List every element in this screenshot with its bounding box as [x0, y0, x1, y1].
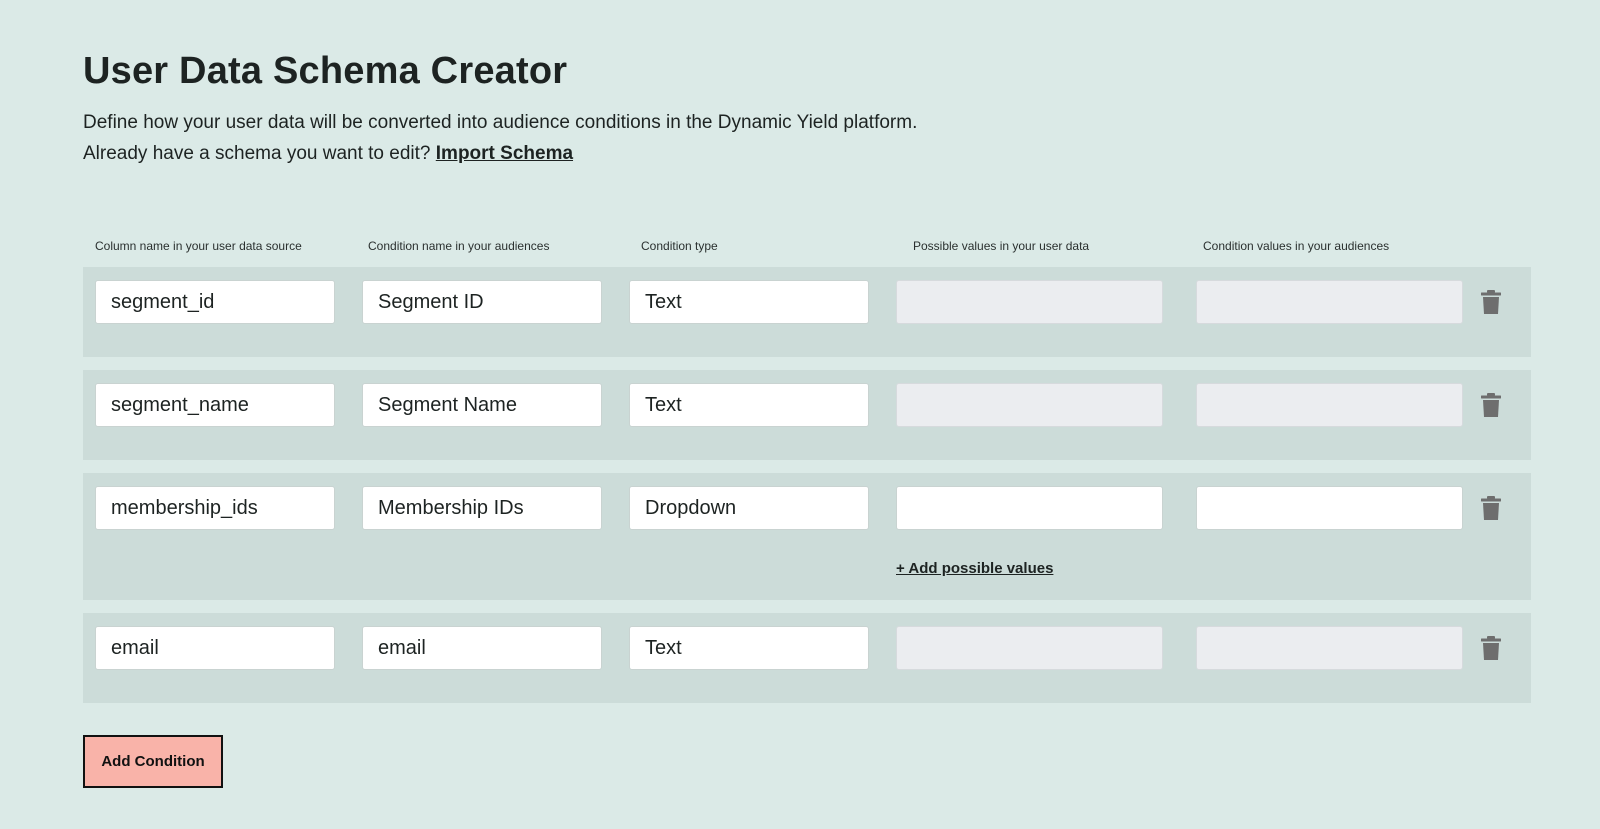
condition-values-input[interactable] [1196, 486, 1463, 530]
condition-row [83, 473, 1531, 600]
column-name-input[interactable]: email [95, 626, 335, 670]
condition-type-select[interactable]: Dropdown [629, 486, 869, 530]
column-header-possible-values: Possible values in your user data [913, 239, 1090, 253]
condition-name-input[interactable]: email [362, 626, 602, 670]
import-line [83, 138, 917, 169]
trash-icon[interactable] [1480, 393, 1502, 417]
condition-name-input[interactable]: Segment ID [362, 280, 602, 324]
column-name-input[interactable]: segment_id [95, 280, 335, 324]
intro-text [83, 107, 917, 169]
import-prompt: Already have a schema you want to edit? [83, 143, 431, 164]
column-header-source: Column name in your user data source [95, 239, 302, 253]
condition-row [83, 370, 1531, 460]
column-header-condition-type: Condition type [641, 239, 718, 253]
condition-name-input[interactable]: Segment Name [362, 383, 602, 427]
condition-type-select[interactable]: Text [629, 280, 869, 324]
condition-row [83, 613, 1531, 703]
description: Define how your user data will be converted into audience conditions in the Dynamic Yield platform. [83, 112, 918, 133]
condition-values-input [1196, 626, 1463, 670]
add-possible-values-link[interactable]: + Add possible values [896, 560, 1054, 577]
add-condition-button[interactable]: Add Condition [83, 735, 223, 788]
condition-values-input [1196, 383, 1463, 427]
possible-values-input[interactable] [896, 486, 1163, 530]
condition-values-input [1196, 280, 1463, 324]
import-schema-link[interactable]: Import Schema [435, 143, 574, 164]
trash-icon[interactable] [1480, 290, 1502, 314]
possible-values-input [896, 383, 1163, 427]
page-title: User Data Schema Creator [83, 50, 568, 92]
column-name-input[interactable]: segment_name [95, 383, 335, 427]
possible-values-input [896, 626, 1163, 670]
trash-icon[interactable] [1480, 636, 1502, 660]
column-header-condition-name: Condition name in your audiences [368, 239, 550, 253]
trash-icon[interactable] [1480, 496, 1502, 520]
column-header-condition-values: Condition values in your audiences [1203, 239, 1390, 253]
condition-name-input[interactable]: Membership IDs [362, 486, 602, 530]
column-name-input[interactable]: membership_ids [95, 486, 335, 530]
condition-type-select[interactable]: Text [629, 383, 869, 427]
possible-values-input [896, 280, 1163, 324]
condition-row [83, 267, 1531, 357]
condition-type-select[interactable]: Text [629, 626, 869, 670]
